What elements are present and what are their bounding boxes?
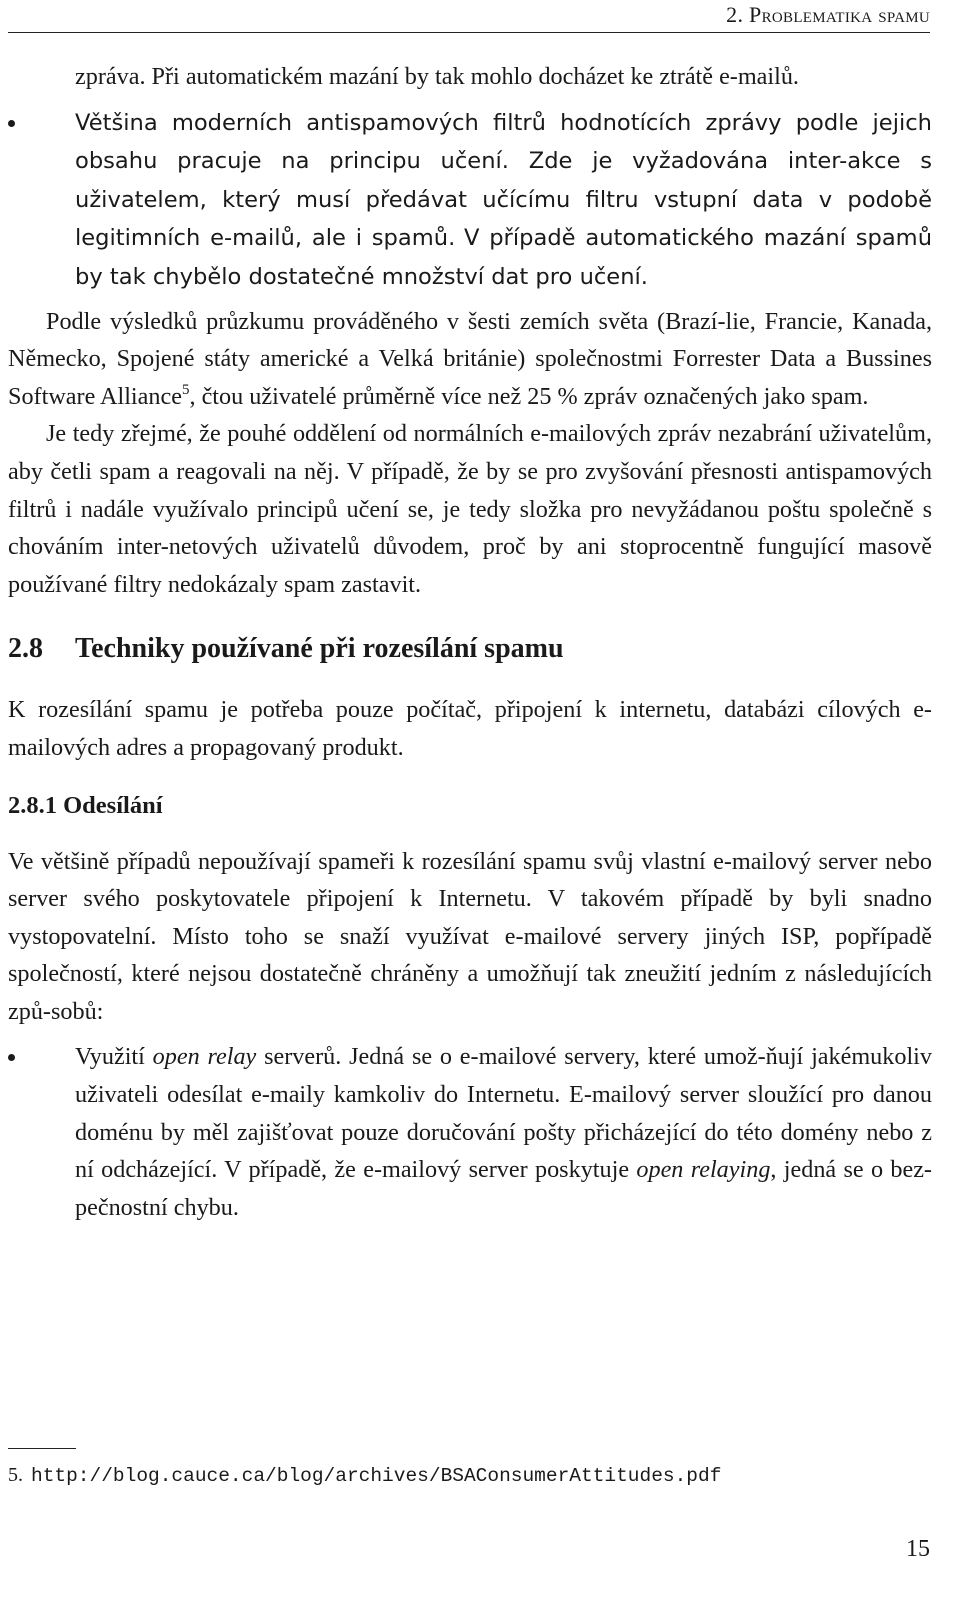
paragraph-survey-tail: , čtou uživatelé průměrně více než 25 % zpráv označených jako spam.	[189, 382, 869, 410]
section-paragraph: K rozesílání spamu je potřeba pouze počítač, připojení k internetu, databázi cílových e-mailových adres a propagovaný produkt.	[8, 696, 932, 761]
bullet2-italic-open-relay: open relay	[152, 1043, 257, 1071]
bullet-dot	[8, 1054, 15, 1061]
bullet-continuation: zpráva. Při automatickém mazání by tak mohlo docházet ke ztrátě e-mailů.	[75, 63, 799, 90]
footnote-url: http://blog.cauce.ca/blog/archives/BSAConsumerAttitudes.pdf	[31, 1465, 722, 1487]
bullet2-tail: , jedná se o bez-pečnostní chybu.	[75, 1156, 932, 1221]
section-title: Techniky používané při rozesílání spamu	[75, 633, 564, 665]
paragraph-conclusion: Je tedy zřejmé, že pouhé oddělení od normálních e-mailových zpráv nezabrání uživatelům, aby četli spam a reagovali na něj. V případě, že by se pro zvyšování přesnosti antispamových filtrů i nadále využívalo principů učení se, je tedy složka pro nevyžádanou poštu společně s chováním inter-netových uživatelů důvodem, proč by ani stoprocentně fungující masově používané filtry nedokázaly spam zastavit.	[8, 420, 932, 598]
bullet-text-sans: Většina moderních antispamových filtrů hodnotících zprávy podle jejich obsahu pracuje na principu učení. Zde je vyžadována inter-akce s uživatelem, který musí předávat učícímu filtru vstupní data v podobě legitimních e-mailů, ale i spamů.	[75, 109, 932, 252]
bullet2-lead: Využití	[75, 1043, 153, 1071]
page-number: 15	[906, 1536, 930, 1562]
bullet2-mid: serverů. Jedná se o e-mailové servery, které umož-ňují jakémukoliv uživateli odesílat e-maily kamkoliv do Internetu. E-mailový server sloužící pro danou doménu by měl zajišťovat pouze doručování pošty přicházející do této domény nebo z ní odcházející. V případě, že e-mailový server poskytuje	[75, 1043, 932, 1184]
running-head	[8, 0, 930, 33]
bullet-item-learning	[8, 104, 932, 297]
paragraph-survey	[8, 303, 932, 416]
page-body	[8, 58, 932, 1226]
running-head-text: 2. Problematika spamu	[726, 2, 930, 27]
subsection-number: 2.8.1	[8, 791, 57, 819]
subsection-title: Odesílání	[63, 791, 163, 819]
section-heading	[8, 629, 932, 669]
footnote-rule	[8, 1448, 76, 1449]
paragraph-survey-text: Podle výsledků průzkumu prováděného v šesti zemích světa (Brazí-lie, Francie, Kanada, Německo, Spojené státy americké a Velká británie) společnostmi Forrester Data a Bussines Software Alliance	[8, 307, 932, 410]
bullet-text-sans-2: V případě automatického mazání spamů by tak chybělo dostatečné množství dat pro učení.	[75, 225, 933, 290]
bullet-item-open-relay	[8, 1038, 932, 1226]
footnote-ref: 5	[181, 381, 190, 398]
bullet-dot	[8, 120, 15, 127]
footnote	[8, 1462, 721, 1489]
section-number: 2.8	[8, 633, 43, 665]
subsection-paragraph: Ve většině případů nepoužívají spameři k rozesílání spamu svůj vlastní e-mailový server nebo server svého poskytovatele připojení k Internetu. V takovém případě by byli snadno vystopovatelní. Místo toho se snaží využívat e-mailové servery jiných ISP, popřípadě společností, které nejsou dostatečně chráněny a umožňují tak zneužití jedním z následujících způ-sobů:	[8, 847, 932, 1025]
subsection-heading	[8, 787, 932, 825]
bullet2-italic-open-relaying: open relaying	[636, 1156, 771, 1184]
footnote-number: 5.	[8, 1464, 23, 1486]
